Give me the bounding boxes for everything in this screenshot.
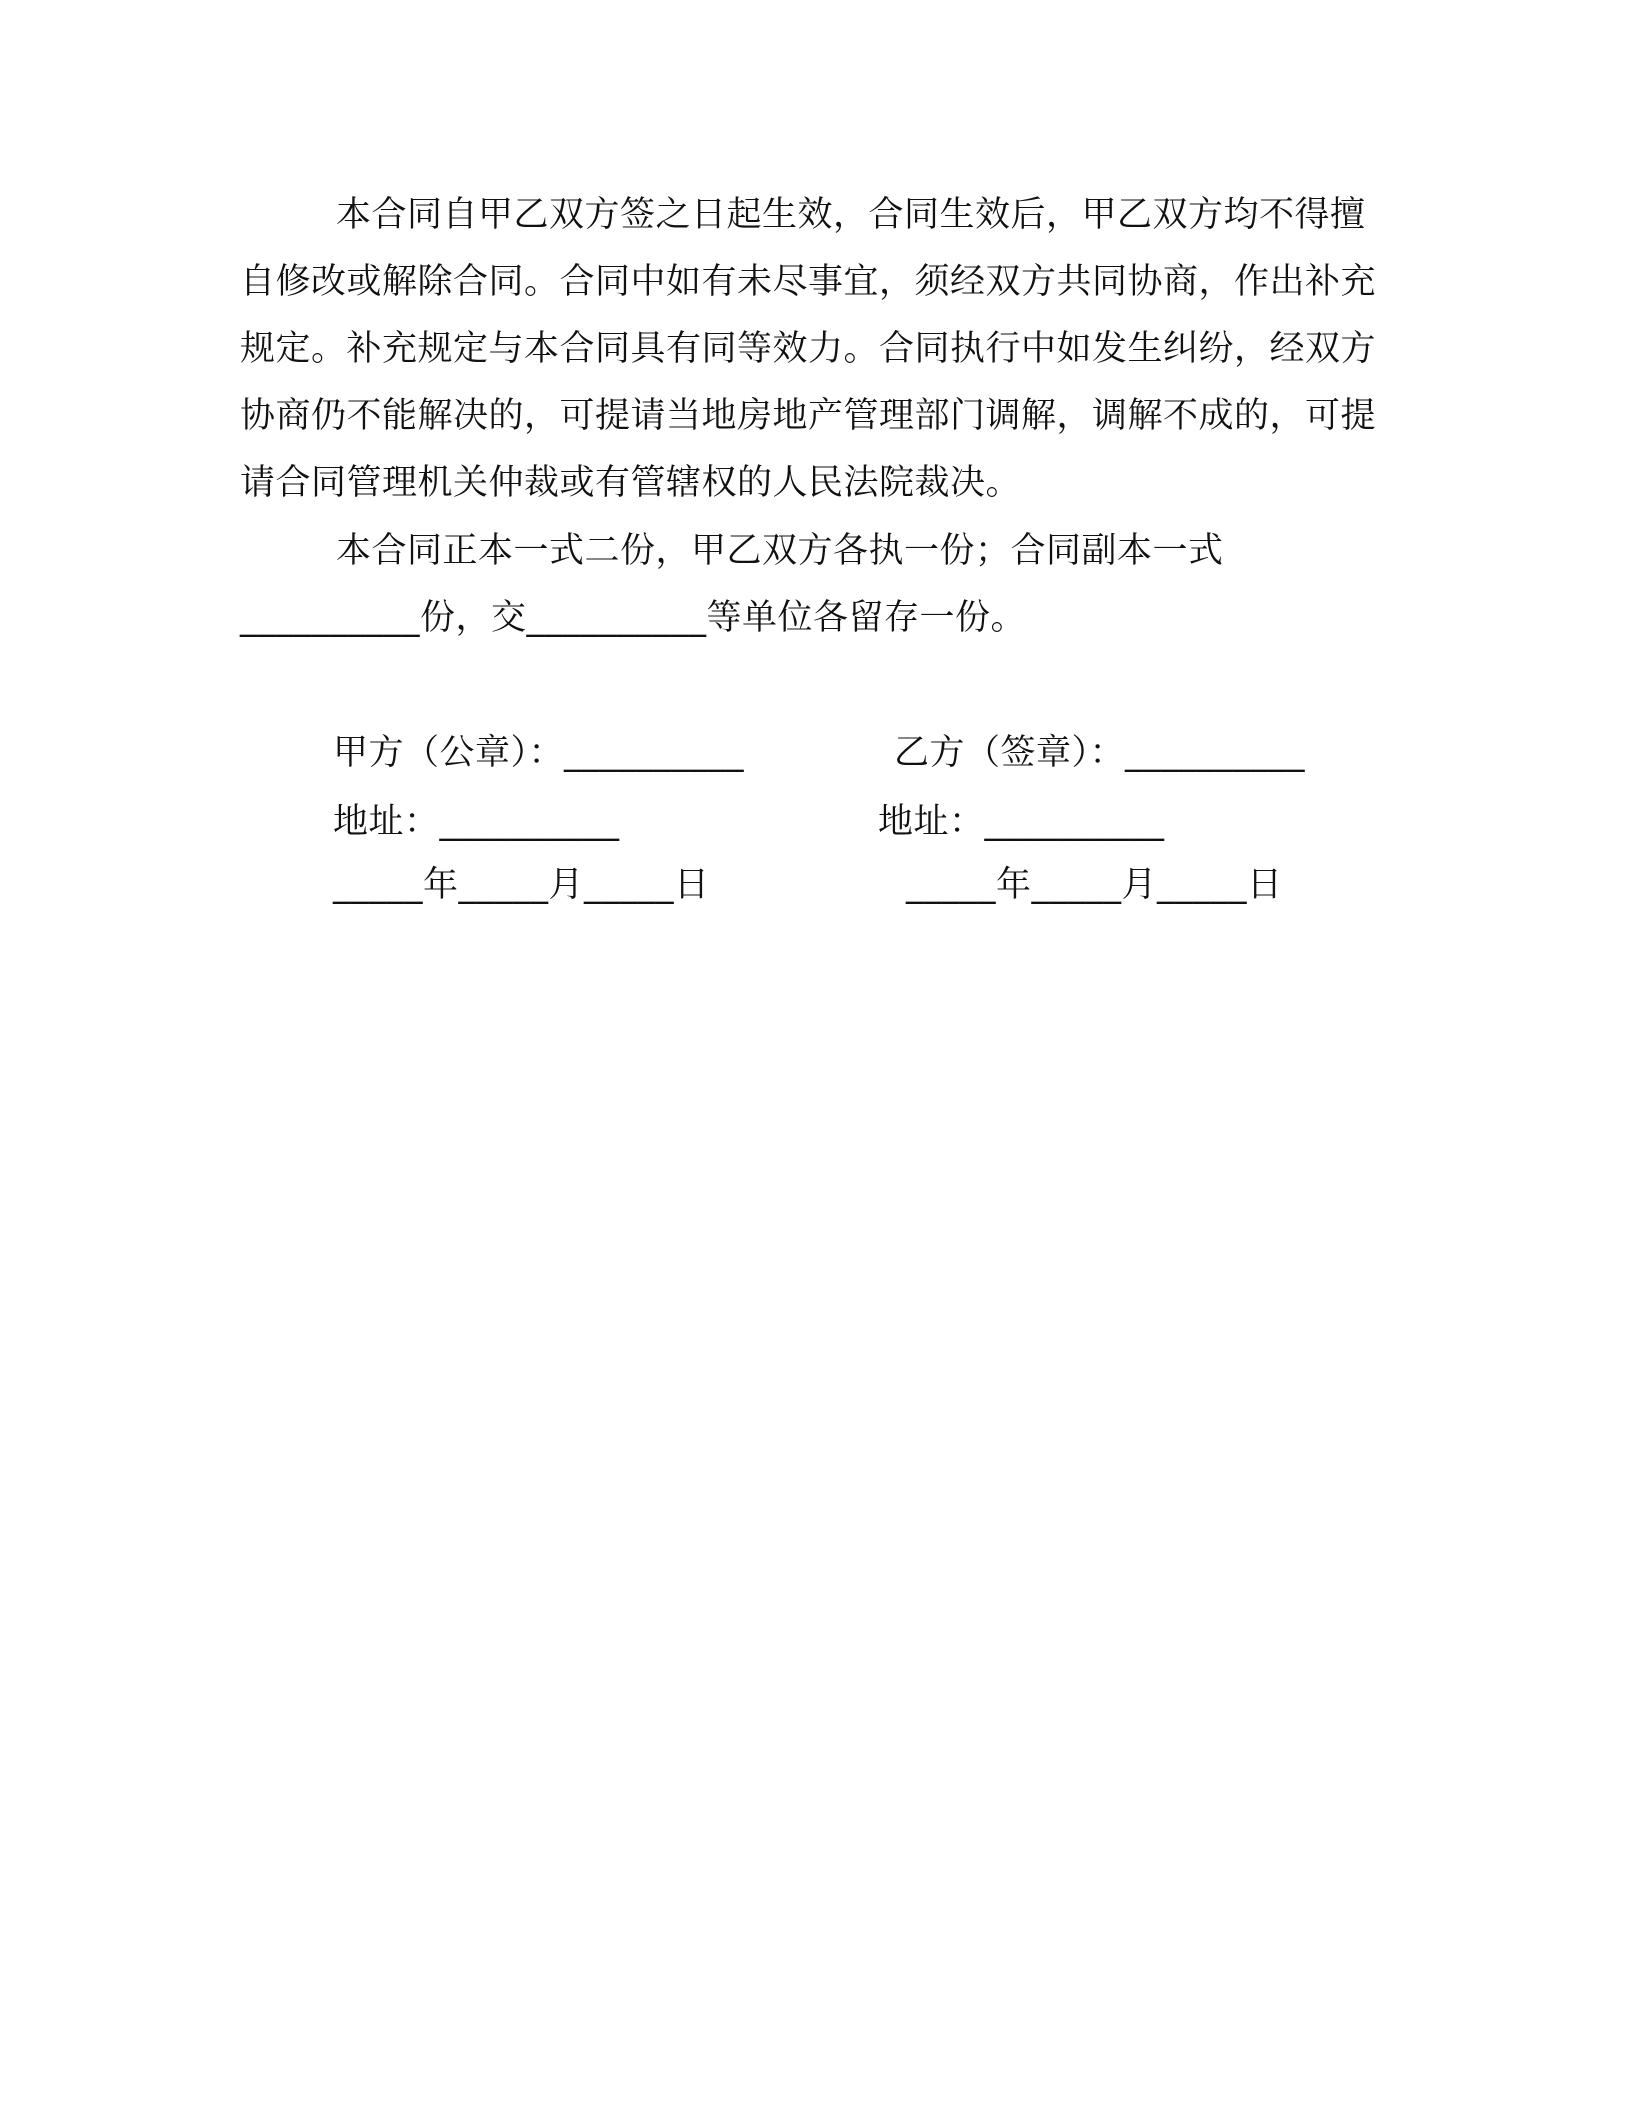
party-b-address-line: 地址：__________ xyxy=(878,802,1165,842)
party-a-date-line: _____年_____月_____日 xyxy=(333,865,710,905)
party-b-date-line: _____年_____月_____日 xyxy=(906,865,1283,905)
party-b-seal-line: 乙方（签章）：__________ xyxy=(894,733,1306,773)
contract-effect-paragraph: 本合同自甲乙双方签之日起生效，合同生效后，甲乙双方均不得擅自修改或解除合同。合同中如有未尽事宜，须经双方共同协商，作出补充规定。补充规定与本合同具有同等效力。合同执行中如发生纠纷，经双方协商仍不能解决的，可提请当地房地产管理部门调解，调解不成的，可提请合同管理机关仲裁或有管辖权的人民法院裁决。 xyxy=(240,195,1377,503)
party-a-address-line: 地址：__________ xyxy=(333,802,620,842)
contract-copies-paragraph: 本合同正本一式二份，甲乙双方各执一份；合同副本一式__________份，交__________等单位各留存一份。 xyxy=(240,531,1224,638)
party-a-seal-line: 甲方（公章）：__________ xyxy=(333,733,745,773)
